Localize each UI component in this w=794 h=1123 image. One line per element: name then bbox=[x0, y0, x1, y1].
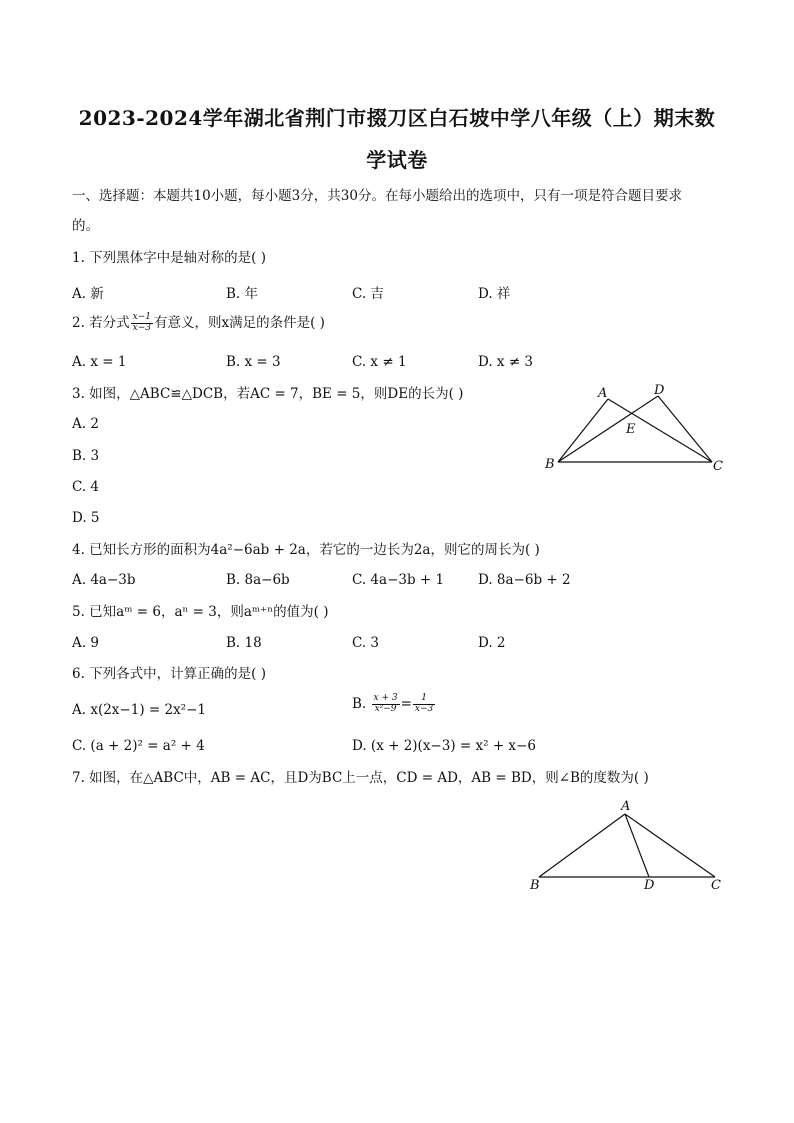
label-e: E bbox=[626, 422, 636, 437]
question-2-option-a[interactable]: A. x = 1 bbox=[72, 354, 127, 370]
question-1-option-c[interactable]: C. 吉 bbox=[352, 286, 384, 302]
section-heading-cont: 的。 bbox=[72, 218, 99, 234]
question-6-option-c[interactable]: C. (a + 2)² = a² + 4 bbox=[72, 738, 205, 754]
question-2-stem-pre: 2. 若分式 bbox=[72, 314, 130, 331]
right-fraction-denominator: x−3 bbox=[414, 703, 434, 714]
question-3-stem: 3. 如图，△ABC≌△DCB，若AC = 7，BE = 5，则DE的长为( ) bbox=[72, 386, 464, 402]
left-fraction-numerator: x + 3 bbox=[373, 693, 398, 703]
label-b: B bbox=[530, 878, 540, 893]
exam-title-line1: 2023-2024学年湖北省荆门市掇刀区白石坡中学八年级（上）期末数 bbox=[78, 106, 716, 130]
question-3-option-a[interactable]: A. 2 bbox=[72, 416, 99, 432]
question-4-option-d[interactable]: D. 8a−6b + 2 bbox=[478, 572, 571, 588]
question-2-fraction-denominator: x−3 bbox=[132, 322, 152, 333]
question-2-stem bbox=[72, 313, 325, 334]
question-4-option-a[interactable]: A. 4a−3b bbox=[72, 572, 136, 588]
segment-ba bbox=[558, 399, 608, 462]
question-3-figure bbox=[540, 380, 730, 475]
question-2-option-d[interactable]: D. x ≠ 3 bbox=[478, 354, 534, 370]
segment-cd bbox=[658, 396, 712, 462]
question-3-option-b[interactable]: B. 3 bbox=[72, 448, 100, 464]
segment-ac bbox=[608, 399, 712, 462]
question-1-option-d[interactable]: D. 祥 bbox=[478, 286, 511, 302]
question-2-fraction bbox=[131, 313, 153, 334]
question-6-option-b-left-fraction bbox=[372, 694, 400, 715]
question-2-stem-post: 有意义，则x满足的条件是( ) bbox=[154, 314, 325, 331]
question-6-option-d[interactable]: D. (x + 2)(x−3) = x² + x−6 bbox=[352, 738, 536, 754]
question-4-stem: 4. 已知长方形的面积为4a²−6ab + 2a，若它的一边长为2a，则它的周长为( ) bbox=[72, 542, 540, 558]
question-5-option-c[interactable]: C. 3 bbox=[352, 635, 380, 651]
question-3-option-c[interactable]: C. 4 bbox=[72, 479, 100, 495]
label-b: B bbox=[545, 457, 555, 472]
question-5-stem: 5. 已知aᵐ = 6，aⁿ = 3，则aᵐ⁺ⁿ的值为( ) bbox=[72, 604, 329, 620]
question-1-option-b[interactable]: B. 年 bbox=[226, 286, 259, 302]
question-1-stem: 1. 下列黑体字中是轴对称的是( ) bbox=[72, 250, 266, 266]
question-6-option-b[interactable] bbox=[352, 694, 436, 715]
label-c: C bbox=[713, 459, 723, 474]
segment-bd bbox=[558, 396, 658, 462]
question-5-option-b[interactable]: B. 18 bbox=[226, 635, 262, 651]
question-6-option-b-label: B. bbox=[352, 695, 367, 712]
question-2-fraction-numerator: x−1 bbox=[132, 312, 152, 322]
exam-title-line2: 学试卷 bbox=[366, 148, 428, 172]
question-2-option-c[interactable]: C. x ≠ 1 bbox=[352, 354, 407, 370]
label-d: D bbox=[644, 878, 655, 893]
label-a: A bbox=[621, 799, 631, 814]
question-6-option-b-equals: = bbox=[400, 695, 412, 712]
question-5-option-a[interactable]: A. 9 bbox=[72, 635, 99, 651]
question-4-option-b[interactable]: B. 8a−6b bbox=[226, 572, 290, 588]
label-a: A bbox=[598, 386, 608, 401]
section-heading: 一、选择题：本题共10小题，每小题3分，共30分。在每小题给出的选项中，只有一项是符合题目要求 bbox=[72, 188, 682, 204]
segment-ab bbox=[539, 814, 625, 877]
question-7-figure bbox=[525, 796, 730, 896]
segment-ad bbox=[625, 814, 649, 877]
question-4-option-c[interactable]: C. 4a−3b + 1 bbox=[352, 572, 445, 588]
question-3-option-d[interactable]: D. 5 bbox=[72, 510, 100, 526]
question-7-stem: 7. 如图，在△ABC中，AB = AC，且D为BC上一点，CD = AD，AB = BD，则∠B的度数为( ) bbox=[72, 770, 649, 786]
question-5-option-d[interactable]: D. 2 bbox=[478, 635, 506, 651]
question-6-stem: 6. 下列各式中，计算正确的是( ) bbox=[72, 666, 266, 682]
label-d: D bbox=[654, 383, 665, 398]
question-2-option-b[interactable]: B. x = 3 bbox=[226, 354, 281, 370]
segment-ac bbox=[625, 814, 715, 877]
question-1-option-a[interactable]: A. 新 bbox=[72, 286, 104, 302]
left-fraction-denominator: x²−9 bbox=[374, 703, 397, 714]
label-c: C bbox=[711, 878, 721, 893]
question-6-option-a[interactable]: A. x(2x−1) = 2x²−1 bbox=[72, 702, 206, 718]
question-6-option-b-right-fraction bbox=[413, 694, 435, 715]
right-fraction-numerator: 1 bbox=[413, 694, 435, 705]
